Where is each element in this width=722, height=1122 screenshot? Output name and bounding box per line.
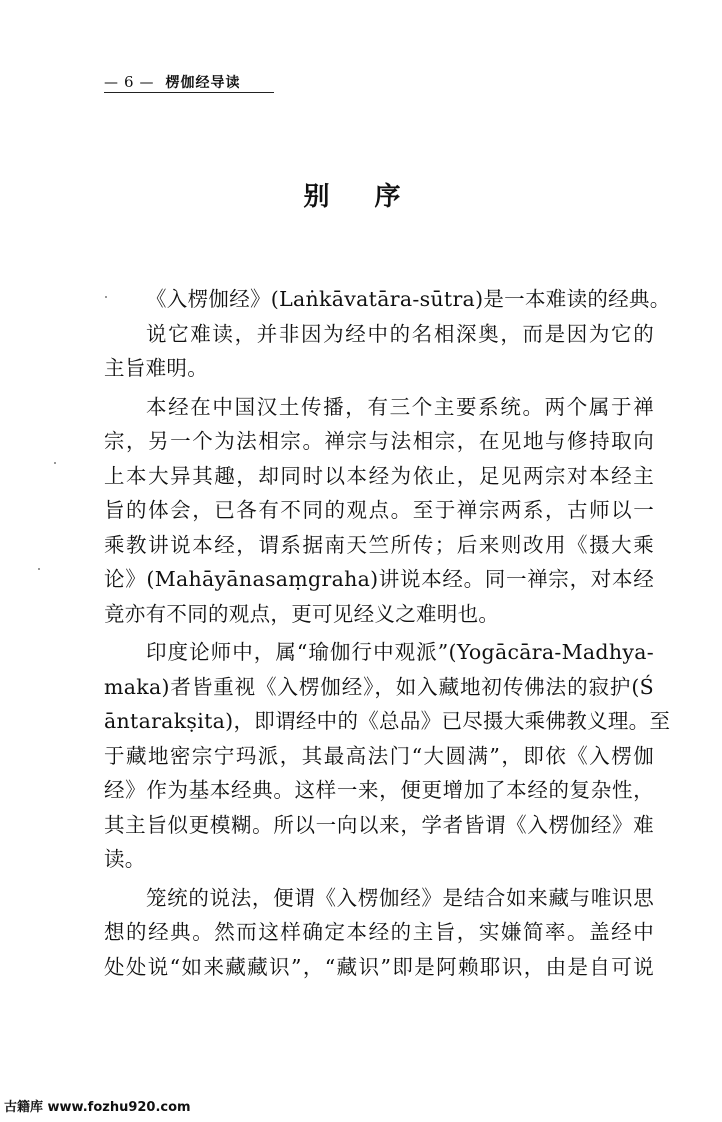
text-line: 论》(Mahāyānasaṃgraha)讲说本经。同一禅宗，对本经 — [104, 567, 654, 591]
text-line: 处处说“如来藏藏识”，“藏识”即是阿赖耶识，由是自可说 — [104, 954, 654, 979]
text-line: 本经在中国汉土传播，有三个主要系统。两个属于禅 — [146, 394, 654, 419]
book-title: 楞伽经导读 — [165, 75, 241, 91]
text-line: 其主旨似更模糊。所以一向以来，学者皆谓《入楞伽经》难 — [104, 812, 654, 837]
text-line: 想的经典。然而这样确定本经的主旨，实嫌简率。盖经中 — [104, 920, 654, 944]
text-line: 读。 — [104, 847, 146, 871]
margin-speck — [54, 462, 56, 464]
footer-watermark: 古籍库 www.fozhu920.com — [4, 1100, 191, 1115]
page-number: 6 — [124, 73, 134, 91]
text-line: 旨的体会，已各有不同的观点。至于禅宗两系，古师以一 — [104, 498, 654, 522]
header-dash-right: — — [139, 75, 154, 91]
text-line: 印度论师中，属“瑜伽行中观派”(Yogācāra-Madhya- — [146, 640, 654, 664]
body-text — [104, 282, 671, 984]
text-line: āntarakṣita)，即谓经中的《总品》已尽摄大乘佛教义理。至 — [104, 709, 671, 733]
text-line: 主旨难明。 — [104, 356, 208, 380]
text-line: 笼统的说法，便谓《入楞伽经》是结合如来藏与唯识思 — [146, 885, 654, 910]
margin-speck — [105, 296, 107, 298]
text-line: 竟亦有不同的观点，更可见经义之难明也。 — [104, 601, 500, 626]
text-line: maka)者皆重视《入楞伽经》，如入藏地初传佛法的寂护(Ś — [104, 674, 654, 699]
header-rule — [104, 92, 274, 93]
text-line: 宗，另一个为法相宗。禅宗与法相宗，在见地与修持取向 — [104, 429, 654, 453]
chapter-title: 别 序 — [303, 182, 419, 212]
text-line: 上本大异其趣，却同时以本经为依止，足见两宗对本经主 — [104, 463, 654, 488]
header-dash-left: — — [104, 75, 118, 91]
running-header — [104, 72, 274, 92]
text-line: 乘教讲说本经，谓系据南天竺所传；后来则改用《摄大乘 — [104, 532, 654, 557]
text-line: 《入楞伽经》(Laṅkāvatāra-sūtra)是一本难读的经典。 — [146, 287, 671, 311]
text-line: 经》作为基本经典。这样一来，便更增加了本经的复杂性， — [104, 778, 654, 802]
text-line: 说它难读，并非因为经中的名相深奥，而是因为它的 — [146, 321, 654, 346]
text-line: 于藏地密宗宁玛派，其最高法门“大圆满”，即依《入楞伽 — [104, 743, 654, 768]
margin-speck — [38, 568, 40, 570]
